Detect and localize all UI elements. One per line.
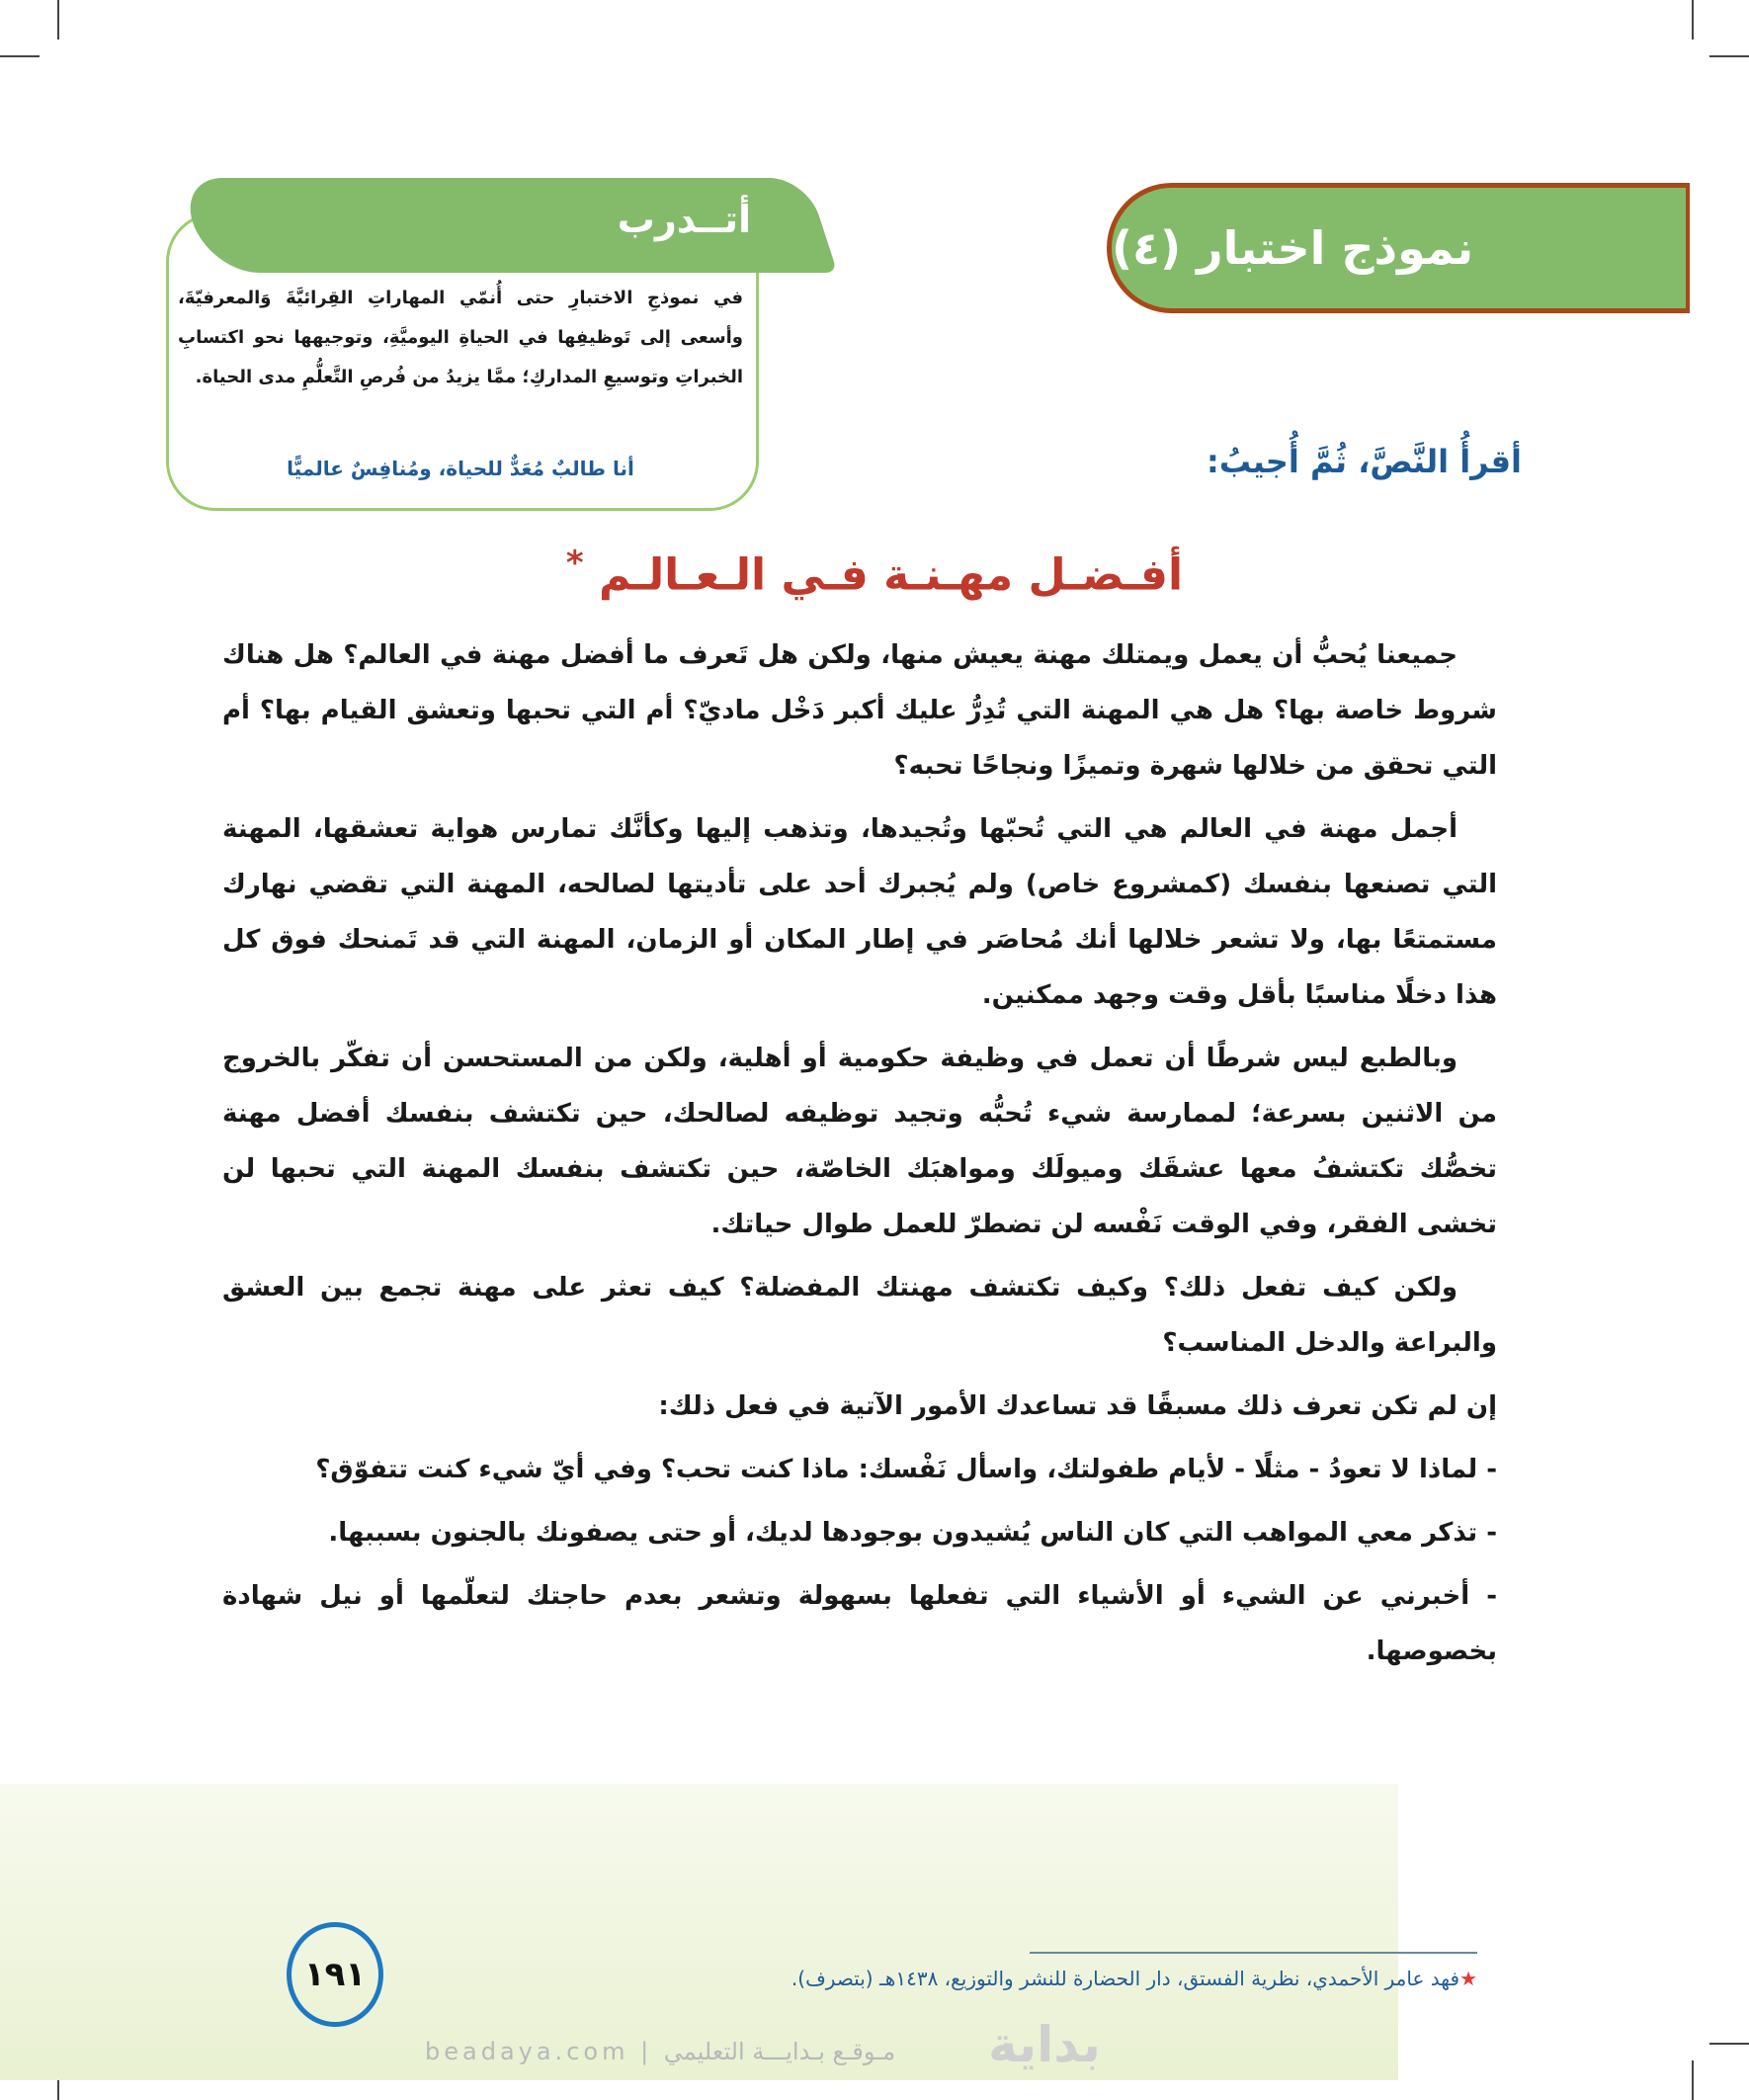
article-body bbox=[222, 628, 1497, 1687]
paragraph: ولكن كيف تفعل ذلك؟ وكيف تكتشف مهنتك المفضلة؟ كيف تعثر على مهنة تجمع بين العشق والبراعة والدخل المناسب؟ bbox=[222, 1273, 1497, 1358]
page-number bbox=[287, 1922, 383, 2027]
watermark-text: beadaya.com | مـوقـع بـدايـــة التعليمي bbox=[425, 2038, 896, 2065]
page-title-banner bbox=[1107, 183, 1690, 313]
page-number-text: ١٩١ bbox=[303, 1955, 367, 1994]
training-slogan: أنا طالبٌ مُعَدٌّ للحياة، ومُنافِسٌ عالميًّا bbox=[287, 457, 634, 480]
footnote bbox=[791, 1967, 1477, 1990]
article-title-text: أفـضـل مهـنـة فـي الـعـالـم bbox=[599, 549, 1184, 601]
paragraph: وبالطبع ليس شرطًا أن تعمل في وظيفة حكومية أو أهلية، ولكن من المستحسن أن تفكّر بالخروج من الاثنين بسرعة؛ لممارسة شيء تُحبُّه وتجيد توظيفه لصالحك، حين تكتشف بنفسك أفضل مهنة تخصُّك تكتشفُ معها عشقَك وميولَك ومواهبَك الخاصّة، حين تكتشف بنفسك المهنة التي تحبها لن تخشى الفقر، وفي الوقت نَفْسه لن تضطرّ للعمل طوال حياتك. bbox=[222, 1044, 1497, 1239]
star-icon: ★ bbox=[1459, 1967, 1477, 1990]
crop-mark bbox=[57, 0, 59, 40]
training-text: في نموذجِ الاختبارِ حتى أُنمّي المهاراتِ القِرائيَّةَ وَالمعرفيّةَ، وأسعى إلى تَوظيفِها في الحياةِ اليوميَّةِ، وتوجيهها نحو اكتسابِ الخبراتِ وتوسيعِ المداركِ؛ ممَّا يزيدُ من فُرصِ التَّعلُّمِ مدى الحياة. bbox=[178, 288, 743, 387]
bottom-background bbox=[0, 1784, 1398, 2080]
footnote-text: فهد عامر الأحمدي، نظرية الفستق، دار الحضارة للنشر والتوزيع، ١٤٣٨هـ (بتصرف). bbox=[791, 1967, 1460, 1990]
crop-mark bbox=[0, 55, 40, 57]
paragraph: جميعنا يُحبُّ أن يعمل ويمتلك مهنة يعيش منها، ولكن هل تَعرف ما أفضل مهنة في العالم؟ هل هناك شروط خاصة بها؟ هل هي المهنة التي تُدِرُّ عليك أكبر دَخْل ماديّ؟ أم التي تحبها وتعشق القيام بها؟ أم التي تحقق من خلالها شهرة وتميزًا ونجاحًا تحبه؟ bbox=[222, 640, 1497, 781]
footnote-divider bbox=[1030, 1952, 1477, 1954]
crop-mark bbox=[1692, 2060, 1694, 2100]
paragraph: أجمل مهنة في العالم هي التي تُحبّها وتُجيدها، وتذهب إليها وكأنَّك تمارس هواية تعشقها، المهنة التي تصنعها بنفسك (كمشروع خاص) ولم يُجبرك أحد على تأديتها لصالحه، المهنة التي تقضي نهارك مستمتعًا بها، ولا تشعر خلالها أنك مُحاصَر في إطار المكان أو الزمان، المهنة التي قد تَمنحك فوق كل هذا دخلًا مناسبًا بأقل وقت وجهد ممكنين. bbox=[222, 814, 1497, 1010]
list-intro: إن لم تكن تعرف ذلك مسبقًا قد تساعدك الأمور الآتية في فعل ذلك: bbox=[658, 1391, 1497, 1421]
crop-mark bbox=[1692, 0, 1694, 40]
instruction: أقرأُ النَّصَّ، ثُمَّ أُجيبُ: bbox=[1207, 443, 1522, 480]
crop-mark bbox=[1709, 55, 1749, 57]
training-title: أتــدرب bbox=[617, 198, 751, 241]
footnote-marker: * bbox=[565, 544, 584, 583]
article-title bbox=[0, 544, 1749, 601]
list-item: - لماذا لا تعودُ - مثلًا - لأيام طفولتك، واسأل نَفْسك: ماذا كنت تحب؟ وفي أيّ شيء كنت تتفوّق؟ bbox=[315, 1455, 1497, 1484]
crop-mark bbox=[1709, 2043, 1749, 2045]
page-title: نموذج اختبار (٤) bbox=[1112, 221, 1474, 275]
list-item: - تذكر معي المواهب التي كان الناس يُشيدون بوجودها لديك، أو حتى يصفونك بالجنون بسببها. bbox=[328, 1518, 1497, 1548]
list-item: - أخبرني عن الشيء أو الأشياء التي تفعلها بسهولة وتشعر بعدم حاجتك لتعلّمها أو نيل شهادة بخصوصها. bbox=[222, 1581, 1497, 1666]
watermark-logo: بداية bbox=[988, 2016, 1101, 2073]
